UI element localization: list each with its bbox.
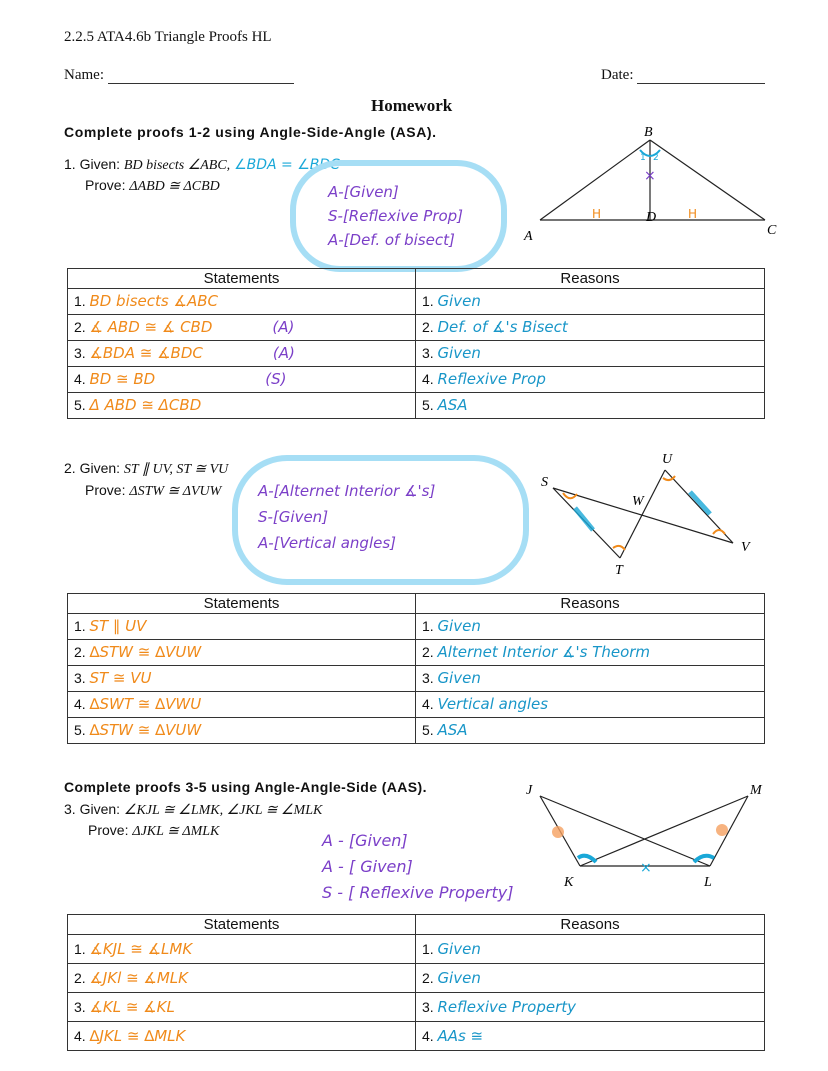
label-l: L: [704, 875, 712, 890]
problem1-prove: Prove: ΔABD ≅ ΔCBD: [85, 177, 220, 194]
problem2-given: 2. Given: ST ∥ UV, ST ≅ VU: [64, 460, 229, 477]
date-label: Date:: [601, 67, 634, 83]
problem1-notes: A-[Given] S-[Reflexive Prop] A-[Def. of bisect]: [328, 183, 464, 249]
name-label: Name:: [64, 67, 104, 83]
label-v: V: [741, 540, 750, 555]
triangle-abd-diagram: [520, 120, 790, 250]
homework-heading: Homework: [371, 96, 453, 115]
date-field[interactable]: [601, 67, 765, 84]
statements-header: Statements: [68, 269, 416, 289]
given-handwritten: ∠BDA = ∠BDC: [234, 157, 340, 173]
svg-text:H: H: [688, 207, 698, 221]
table-row: 3. ST ≅ VU 3. Given: [68, 666, 765, 692]
table-row: 1. ∡KJL ≅ ∡LMK 1. Given: [68, 935, 765, 964]
label-u: U: [662, 452, 673, 467]
label-k: K: [564, 875, 574, 890]
problem2-prove: Prove: ΔSTW ≅ ΔVUW: [85, 482, 222, 499]
label-c: C: [767, 223, 777, 238]
reasons-header: Reasons: [416, 269, 765, 289]
label-j: J: [526, 783, 533, 798]
table-row: 2. ∡JKl ≅ ∡MLK 2. Given: [68, 964, 765, 993]
worksheet-title: 2.2.5 ATA4.6b Triangle Proofs HL: [64, 29, 272, 45]
label-t: T: [615, 563, 623, 578]
section2-instructions: Complete proofs 3-5 using Angle-Angle-Side (AAS).: [64, 779, 427, 795]
bowtie-stuv-diagram: [535, 448, 765, 578]
table-row: 3. ∡BDA ≅ ∡BDC (A) 3. Given: [68, 341, 765, 367]
label-m: M: [750, 783, 762, 798]
svg-text:×: ×: [640, 860, 652, 876]
statements-header: Statements: [68, 915, 416, 935]
table-row: 3. ∡KL ≅ ∡KL 3. Reflexive Property: [68, 993, 765, 1022]
table-row: 1. ST ∥ UV 1. Given: [68, 614, 765, 640]
label-w: W: [632, 494, 644, 509]
table-row: 2. ∆STW ≅ ∆VUW 2. Alternet Interior ∡'s Theorm: [68, 640, 765, 666]
svg-text:×: ×: [644, 168, 656, 184]
reasons-header: Reasons: [416, 915, 765, 935]
proof-table-2: [67, 593, 765, 744]
label-s: S: [541, 475, 548, 490]
table-row: 1. BD bisects ∡ABC 1. Given: [68, 289, 765, 315]
problem2-notes: A-[Alternet Interior ∡'s] S-[Given] A-[Vertical angles]: [258, 482, 436, 552]
label-a: A: [524, 229, 533, 244]
name-field[interactable]: [64, 67, 294, 84]
proof-table-3: [67, 914, 765, 1051]
problem1-given: 1. Given: BD bisects ∠ABC, ∠BDA = ∠BDC: [64, 156, 340, 173]
table-row: 5. ∆STW ≅ ∆VUW 5. ASA: [68, 718, 765, 744]
problem3-notes: A - [Given] A - [ Given] S - [ Reflexive Property]: [322, 831, 514, 902]
problem3-prove: Prove: ΔJKL ≅ ΔMLK: [88, 822, 220, 839]
proof-table-1: [67, 268, 765, 419]
angle-mark-2: 2: [653, 153, 659, 163]
label-b: B: [644, 125, 653, 140]
section1-instructions: Complete proofs 1-2 using Angle-Side-Angle (ASA).: [64, 124, 437, 140]
table-row: 4. ∆SWT ≅ ∆VWU 4. Vertical angles: [68, 692, 765, 718]
problem3-given: 3. Given: ∠KJL ≅ ∠LMK, ∠JKL ≅ ∠MLK: [64, 801, 323, 818]
angle-mark-1: 1: [640, 153, 646, 163]
table-row: 4. ∆JKL ≅ ∆MLK 4. AAs ≅: [68, 1022, 765, 1051]
table-row: 4. BD ≅ BD (S) 4. Reflexive Prop: [68, 367, 765, 393]
svg-text:H: H: [592, 207, 602, 221]
table-row: 2. ∡ ABD ≅ ∡ CBD (A) 2. Def. of ∡'s Bisect: [68, 315, 765, 341]
reasons-header: Reasons: [416, 594, 765, 614]
triangles-jkl-diagram: [520, 778, 770, 893]
statements-header: Statements: [68, 594, 416, 614]
table-row: 5. Δ ABD ≅ ΔCBD 5. ASA: [68, 393, 765, 419]
label-d: D: [646, 210, 657, 225]
